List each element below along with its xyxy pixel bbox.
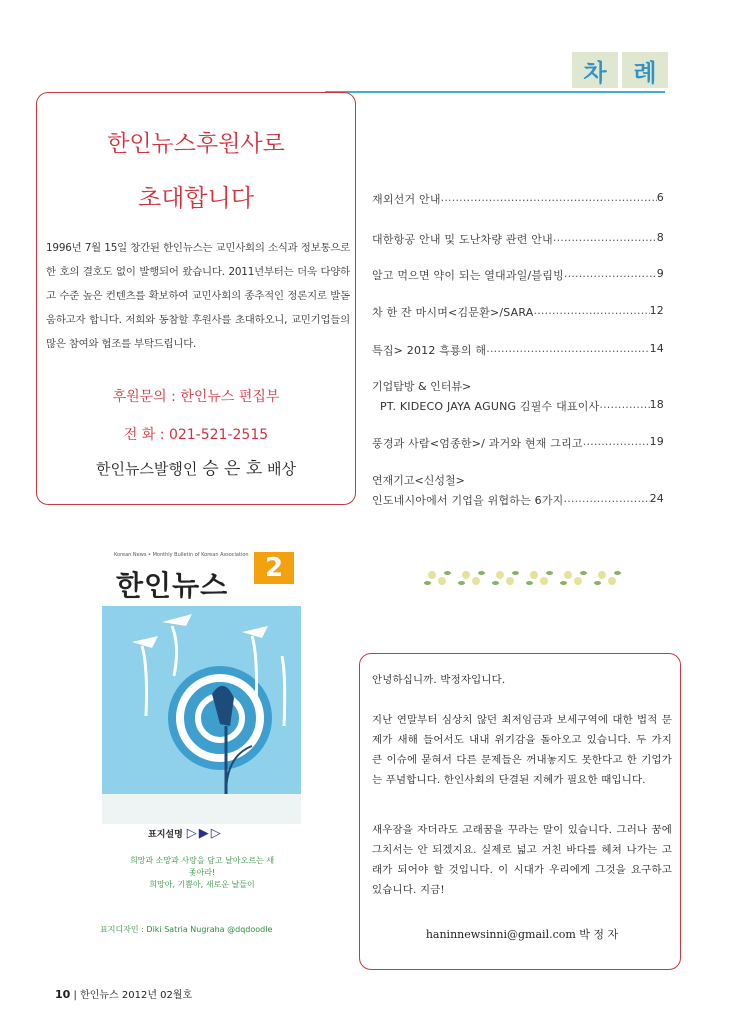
cover-small-text: Korean News • Monthly Bulletin of Korean Association — [114, 552, 249, 558]
greeting-box — [359, 653, 681, 970]
flower-icon — [526, 567, 556, 591]
cover-heading-text: 표지설명 — [148, 830, 183, 840]
greeting-signoff — [372, 926, 672, 942]
footer-separator: | — [73, 990, 77, 1001]
toc-item-7[interactable] — [372, 435, 664, 451]
cover-description-heading — [148, 826, 223, 841]
cover-description — [102, 855, 302, 891]
sponsor-heading-1: 한인뉴스후원사로 — [107, 131, 285, 157]
triangle-arrows-icon: ▷▶▷ — [186, 826, 223, 841]
sponsor-contact: 후원문의 : 한인뉴스 편집부 — [112, 389, 280, 405]
greeting-para-1: 안녕하십니까. 박정자입니다. — [372, 674, 506, 686]
greeting-para-3: 새우잠을 자더라도 고래꿈을 꾸라는 말이 있습니다. 그러나 꿈에 그치서는 안 되겠지요. 실제로 넓고 거친 바다를 헤쳐 나가는 고래가 되어야 할 것입니다. 이 시대가 우리에게 그것을 요구하고 있습니다. 지금! — [372, 824, 672, 896]
cover-desc-line-1: 희망과 소망과 사랑을 담고 날아오르는 새 — [129, 856, 275, 865]
toc-item-3[interactable] — [372, 267, 664, 283]
sponsor-phone: 전 화 : 021-521-2515 — [123, 427, 269, 443]
toc-title-char-1: 차 — [572, 52, 618, 88]
flower-icon — [560, 567, 590, 591]
toc-heading-interview: 기업탐방 & 인터뷰> — [372, 380, 472, 393]
greeting-signature: 박 정 자 — [579, 928, 619, 941]
toc-item-page: 24 — [649, 492, 664, 505]
toc-item-page: 9 — [656, 267, 664, 280]
toc-item-title: 대한항공 안내 및 도난차량 관련 안내 — [372, 233, 553, 246]
cover-designer: 표지디자인 : Diki Satria Nugraha @dqdoodle — [100, 925, 273, 934]
toc-item-8[interactable] — [372, 492, 664, 508]
toc-item-1[interactable] — [372, 191, 664, 207]
cover-title: 한인뉴스 — [116, 569, 229, 602]
sponsor-heading-2: 초대합니다 — [138, 184, 254, 212]
toc-item-page: 14 — [649, 342, 664, 355]
toc-item-6[interactable] — [380, 398, 664, 414]
flower-ornament — [424, 567, 624, 593]
header-divider — [325, 91, 665, 93]
toc-item-title: PT. KIDECO JAYA AGUNG 김필수 대표이사 — [380, 400, 600, 413]
footer-issue: 한인뉴스 2012년 02월호 — [80, 990, 193, 1001]
toc-title — [572, 52, 668, 88]
toc-item-title: 특집> 2012 흑룡의 해 — [372, 344, 487, 357]
publisher-suffix: 배상 — [267, 460, 297, 478]
toc-title-char-2: 례 — [622, 52, 668, 88]
cover-image — [102, 546, 301, 824]
cover-desc-line-3: 희망아, 기쁨아, 새로운 날들이 — [149, 880, 255, 889]
greeting-email[interactable]: haninnewsinni@gmail.com — [425, 928, 576, 941]
sponsor-publisher — [36, 454, 356, 479]
page-number: 10 — [55, 988, 71, 1001]
cover-illustration — [102, 606, 301, 794]
toc-item-page: 19 — [649, 435, 664, 448]
cover-footer-band — [102, 794, 301, 824]
cover-issue-number: 2 — [254, 552, 294, 584]
toc-item-title: 재외선거 안내 — [372, 193, 441, 206]
toc-heading-serial: 연재기고<신성철> — [372, 474, 465, 487]
toc-item-page: 6 — [656, 191, 664, 204]
publisher-name: 승 은 호 — [202, 459, 263, 479]
flower-icon — [424, 567, 454, 591]
toc-item-page: 12 — [649, 304, 664, 317]
publisher-prefix: 한인뉴스발행인 — [95, 460, 198, 478]
toc-item-title: 차 한 잔 마시며<김문환>/SARA — [372, 306, 534, 319]
toc-item-title: 풍경과 사람<엄종한>/ 과거와 현재 그리고 — [372, 437, 583, 450]
page-footer — [55, 986, 192, 1001]
flower-icon — [492, 567, 522, 591]
toc-item-page: 8 — [656, 231, 664, 244]
greeting-para-2: 지난 연말부터 심상치 않던 최저임금과 보세구역에 대한 법적 문제가 새해 들어서도 내내 위기감을 돌아오고 있습니다. 두 가지 큰 이슈에 묻혀서 다른 문제들은 꺼내놓지도 못한다고 한 기업가는 푸념합니다. 한인사회의 단결된 지혜가 필요한 때입니다. — [372, 714, 672, 786]
toc-item-title: 인도네시아에서 기업을 위협하는 6가지 — [372, 494, 564, 507]
sponsor-body: 1996년 7월 15일 창간된 한인뉴스는 교민사회의 소식과 정보통으로 한 호의 결호도 없이 발행되어 왔습니다. 2011년부터는 더욱 다양하고 수준 높은 컨텐츠를 확보하여 교민사회의 종추적인 정론지로 발돋움하고자 합니다. 저희와 동참할 후원사를 초대하오니, 교민기업들의 많은 참여와 협조를 부탁드립니다. — [46, 242, 350, 350]
toc-item-4[interactable] — [372, 304, 664, 320]
toc-item-page: 18 — [649, 398, 664, 411]
toc-item-2[interactable] — [372, 231, 664, 247]
toc-item-title: 알고 먹으면 약이 되는 열대과일/블림빙 — [372, 269, 564, 282]
toc-item-5[interactable] — [372, 342, 664, 358]
flower-icon — [458, 567, 488, 591]
flower-icon — [594, 567, 624, 591]
cover-desc-line-2: 좇아라! — [188, 868, 216, 877]
